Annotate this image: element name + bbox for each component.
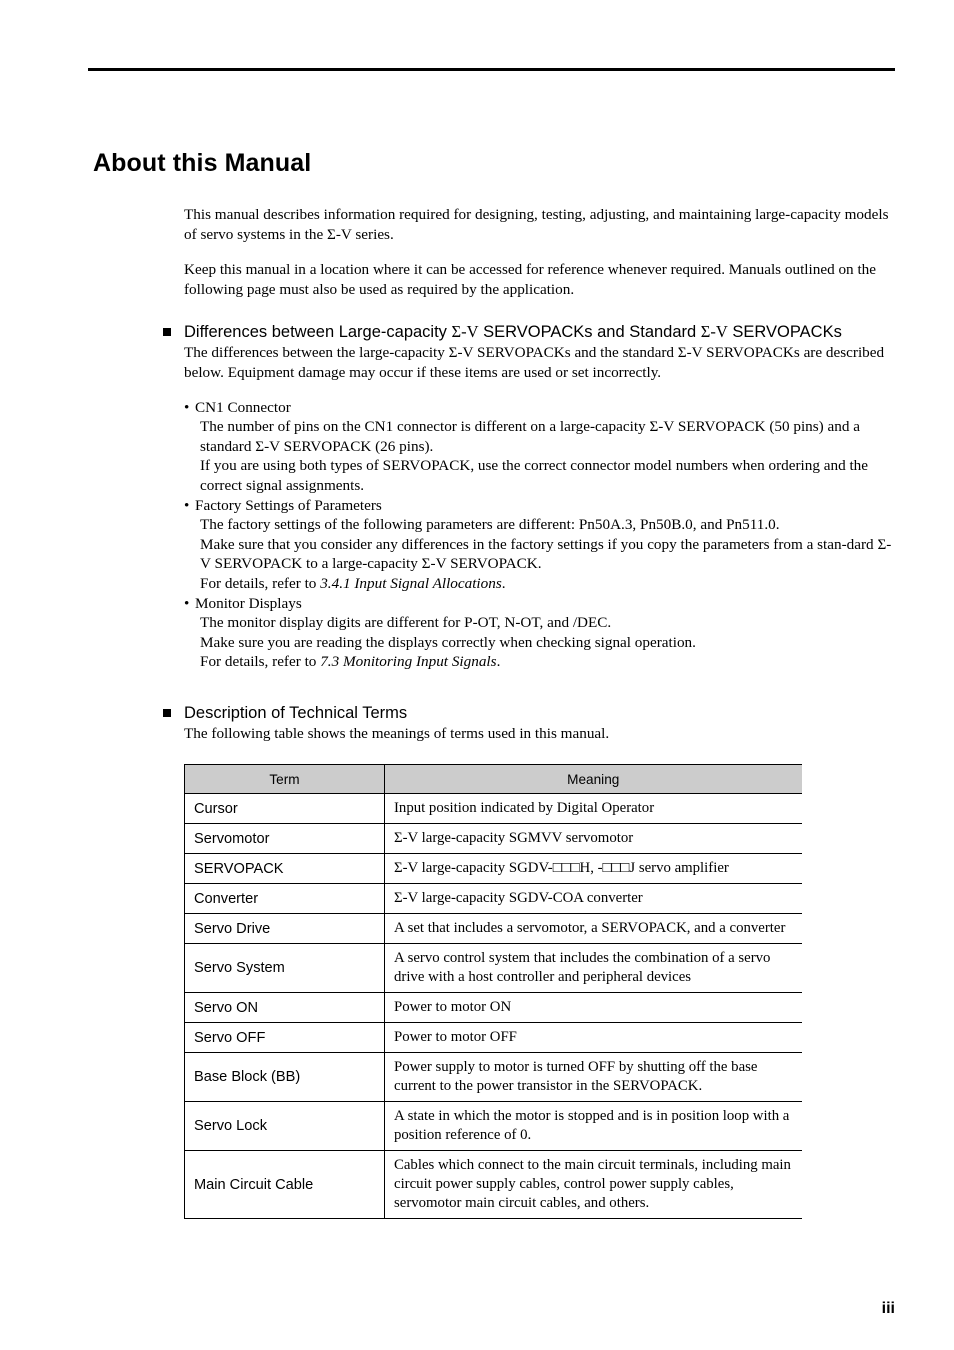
cell-term: SERVOPACK: [185, 854, 385, 884]
cell-term: Servo ON: [185, 993, 385, 1023]
sigma-v-symbol: Σ-V: [448, 344, 474, 361]
table-row: [185, 1102, 802, 1151]
cell-term: Servo OFF: [185, 1023, 385, 1053]
small-dot-bullet-icon: •: [184, 497, 190, 515]
table-row: [185, 824, 802, 854]
cell-term: Converter: [185, 884, 385, 914]
column-header-meaning: Meaning: [385, 765, 802, 794]
bullet-line: The factory settings of the following parameters are different: Pn50A.3, Pn50B.0, and Pn511.0.: [200, 516, 780, 534]
filled-square-bullet-icon: [163, 328, 171, 336]
bullet-line: [195, 417, 896, 456]
sigma-v-symbol: Σ-V: [200, 535, 892, 573]
cell-term: Main Circuit Cable: [185, 1151, 385, 1219]
table-header-row: [185, 765, 802, 794]
bullet-line-b: SERVOPACK to a large-capacity: [210, 555, 422, 573]
small-dot-bullet-icon: •: [184, 399, 190, 416]
cell-meaning: Cables which connect to the main circuit terminals, including main circuit power supply cables, control power supply cables, servomotor main circuit cables, and others.: [385, 1151, 802, 1219]
table-row: [185, 1053, 802, 1102]
table-row: [185, 1023, 802, 1053]
section-intro-c: SERVOPACKs are described below. Equipment damage may occur if these items are used or set incorrectly.: [184, 344, 885, 381]
heading-text: Description of Technical Terms: [184, 703, 408, 722]
sigma-v-symbol: Σ-V: [649, 418, 675, 436]
cell-meaning: Σ-V large-capacity SGDV-COA converter: [385, 884, 802, 914]
sigma-v-symbol: Σ-V: [421, 555, 447, 573]
sigma-v-symbol: Σ-V: [700, 322, 728, 341]
cell-meaning: Power to motor OFF: [385, 1023, 802, 1053]
terms-table-container: [184, 764, 801, 1219]
differences-bullet-list: [184, 398, 896, 672]
table-row: [185, 944, 802, 993]
bullet-line: [195, 574, 896, 593]
terms-table-body: [185, 794, 802, 1219]
bullet-line: The monitor display digits are different for P-OT, N-OT, and /DEC.: [200, 614, 612, 632]
bullet-title: Factory Settings of Parameters: [195, 497, 382, 515]
section-intro-a: The differences between the large-capacity: [184, 344, 449, 361]
table-row: [185, 884, 802, 914]
cell-term: Servo Lock: [185, 1102, 385, 1151]
technical-terms-table: [184, 764, 802, 1219]
table-row: [185, 914, 802, 944]
cell-term: Cursor: [185, 794, 385, 824]
bullet-line: Make sure you are reading the displays correctly when checking signal operation.: [200, 633, 696, 651]
cross-ref-suffix: .: [496, 653, 501, 671]
bullet-line: If you are using both types of SERVOPACK, use the correct connector model numbers when ordering and the correct signal assignments.: [200, 457, 869, 494]
heading-text-c: SERVOPACKs: [727, 323, 842, 341]
page-title: About this Manual: [93, 148, 312, 177]
section-technical-terms-heading: [184, 702, 896, 724]
table-row: [185, 993, 802, 1023]
section-differences: [184, 321, 896, 672]
cell-meaning: Σ-V large-capacity SGDV-□□□H, -□□□J servo amplifier: [385, 854, 802, 884]
list-item: [184, 398, 896, 495]
intro-paragraph-1: [184, 205, 896, 244]
bullet-line-c: SERVOPACK (26 pins).: [279, 437, 434, 455]
intro-p1-text-b: series.: [351, 225, 394, 243]
bullet-line-a: Make sure that you consider any differences in the factory settings if you copy the parameters from a stan-dard: [200, 535, 878, 553]
intro-paragraph-2: Keep this manual in a location where it can be accessed for reference whenever required. Manuals outlined on the following page must also be used as required by the application.: [184, 261, 877, 298]
column-header-term: Term: [185, 765, 385, 794]
section-technical-terms-intro: The following table shows the meanings of terms used in this manual.: [184, 724, 610, 742]
document-content: [184, 205, 896, 759]
cell-term: Servomotor: [185, 824, 385, 854]
sigma-v-symbol: Σ-V: [451, 322, 479, 341]
cell-term: Servo Drive: [185, 914, 385, 944]
cross-ref-suffix: .: [501, 574, 506, 592]
filled-square-bullet-icon: [163, 709, 171, 717]
section-differences-intro: [184, 343, 896, 382]
section-intro-b: SERVOPACKs and the standard: [473, 344, 678, 361]
intro-p1-text-a: This manual describes information required for designing, testing, adjusting, and maintaining large-capacity models of servo systems in the: [184, 206, 889, 243]
cross-reference-link[interactable]: 7.3 Monitoring Input Signals: [320, 653, 497, 671]
bullet-line-c: SERVOPACK.: [446, 555, 542, 573]
cell-term: Base Block (BB): [185, 1053, 385, 1102]
cross-reference-link[interactable]: 3.4.1 Input Signal Allocations: [320, 574, 502, 592]
cell-meaning: A set that includes a servomotor, a SERVOPACK, and a converter: [385, 914, 802, 944]
section-technical-terms: [184, 702, 896, 744]
section-differences-heading: [184, 321, 896, 343]
bullet-line: [195, 535, 896, 574]
list-item: [184, 496, 896, 593]
table-row: [185, 1151, 802, 1219]
cross-ref-prefix: For details, refer to: [200, 574, 321, 592]
bullet-title: Monitor Displays: [195, 595, 302, 613]
sigma-v-symbol: Σ-V: [327, 225, 352, 243]
cell-term: Servo System: [185, 944, 385, 993]
sigma-v-symbol: Σ-V: [255, 437, 280, 455]
cell-meaning: Input position indicated by Digital Operator: [385, 794, 802, 824]
cross-ref-prefix: For details, refer to: [200, 653, 321, 671]
bullet-line-a: The number of pins on the CN1 connector is different on a large-capacity: [200, 418, 650, 436]
heading-text-a: Differences between Large-capacity: [184, 323, 452, 341]
header-rule: [88, 68, 895, 71]
cell-meaning: Σ-V large-capacity SGMVV servomotor: [385, 824, 802, 854]
cell-meaning: Power supply to motor is turned OFF by shutting off the base current to the power transistor in the SERVOPACK.: [385, 1053, 802, 1102]
page-number: iii: [881, 1300, 895, 1317]
table-row: [185, 854, 802, 884]
cell-meaning: Power to motor ON: [385, 993, 802, 1023]
bullet-title: CN1 Connector: [195, 399, 291, 416]
heading-text-b: SERVOPACKs and Standard: [478, 323, 701, 341]
list-item: [184, 594, 896, 672]
cell-meaning: A servo control system that includes the combination of a servo drive with a host controller and peripheral devices: [385, 944, 802, 993]
cell-meaning: A state in which the motor is stopped and is in position loop with a position reference of 0.: [385, 1102, 802, 1151]
small-dot-bullet-icon: •: [184, 595, 190, 613]
table-row: [185, 794, 802, 824]
sigma-v-symbol: Σ-V: [677, 344, 703, 361]
bullet-line: [195, 652, 896, 671]
bullet-line-b: SERVOPACK (50 pins) and a standard: [200, 418, 860, 455]
